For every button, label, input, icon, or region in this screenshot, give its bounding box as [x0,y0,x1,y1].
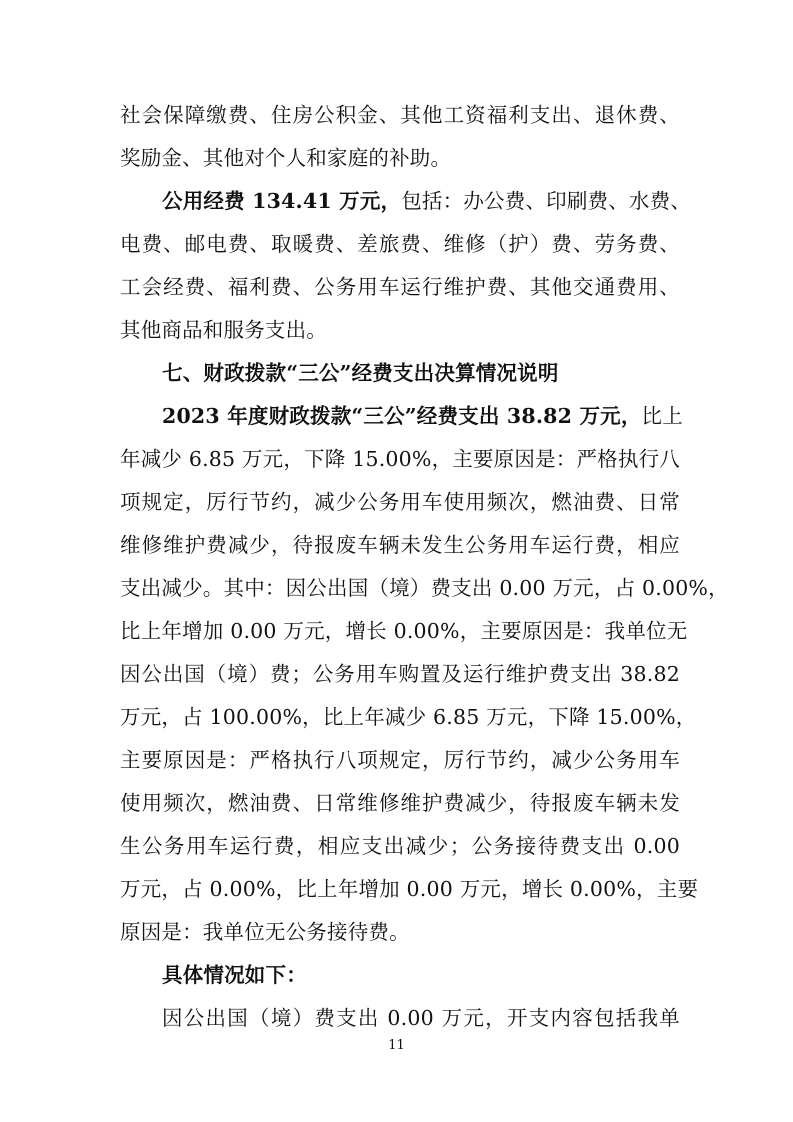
body-text-line: 因公出国（境）费；公务用车购置及运行维护费支出 38.82 [120,662,680,686]
body-text-line [162,401,683,431]
body-text-line: 电费、邮电费、取暖费、差旅费、维修（护）费、劳务费、 [120,232,680,256]
body-text-span: 包括：办公费、印刷费、水费、 [401,189,692,213]
body-text-line: 年减少 6.85 万元，下降 15.00%，主要原因是：严格执行八 [120,447,680,471]
page-number: 11 [388,1038,405,1053]
body-text-line [162,186,692,216]
body-text-line: 其他商品和服务支出。 [120,318,327,342]
body-text-line: 万元，占 0.00%，比上年增加 0.00 万元，增长 0.00%，主要 [120,877,699,901]
bold-lead-text: 公用经费 134.41 万元， [162,189,402,213]
body-text-line: 比上年增加 0.00 万元，增长 0.00%，主要原因是：我单位无 [120,619,688,643]
body-text-line: 支出减少。其中：因公出国（境）费支出 0.00 万元，占 0.00%， [120,576,729,600]
body-text-line: 使用频次，燃油费、日常维修维护费减少，待报废车辆未发 [120,791,680,815]
bold-lead-text: 2023 年度财政拨款“三公”经费支出 38.82 万元， [162,404,642,428]
body-text-line: 工会经费、福利费、公务用车运行维护费、其他交通费用、 [120,275,680,299]
body-text-line: 社会保障缴费、住房公积金、其他工资福利支出、退休费、 [120,103,680,127]
body-text-line: 因公出国（境）费支出 0.00 万元，开支内容包括我单 [162,1006,680,1030]
body-text-line: 项规定，厉行节约，减少公务用车使用频次，燃油费、日常 [120,490,680,514]
section-heading: 七、财政拨款“三公”经费支出决算情况说明 [162,361,559,385]
body-text-line: 原因是：我单位无公务接待费。 [120,920,410,944]
body-text-line: 生公务用车运行费，相应支出减少；公务接待费支出 0.00 [120,834,680,858]
body-text-span: 比上 [641,404,683,428]
body-text-line: 维修维护费减少，待报废车辆未发生公务用车运行费，相应 [120,533,680,557]
subheading: 具体情况如下： [162,963,307,987]
body-text-line: 奖励金、其他对个人和家庭的补助。 [120,146,452,170]
body-text-line: 万元，占 100.00%，比上年减少 6.85 万元，下降 15.00%， [120,705,697,729]
body-text-line: 主要原因是：严格执行八项规定，厉行节约，减少公务用车 [120,748,680,772]
